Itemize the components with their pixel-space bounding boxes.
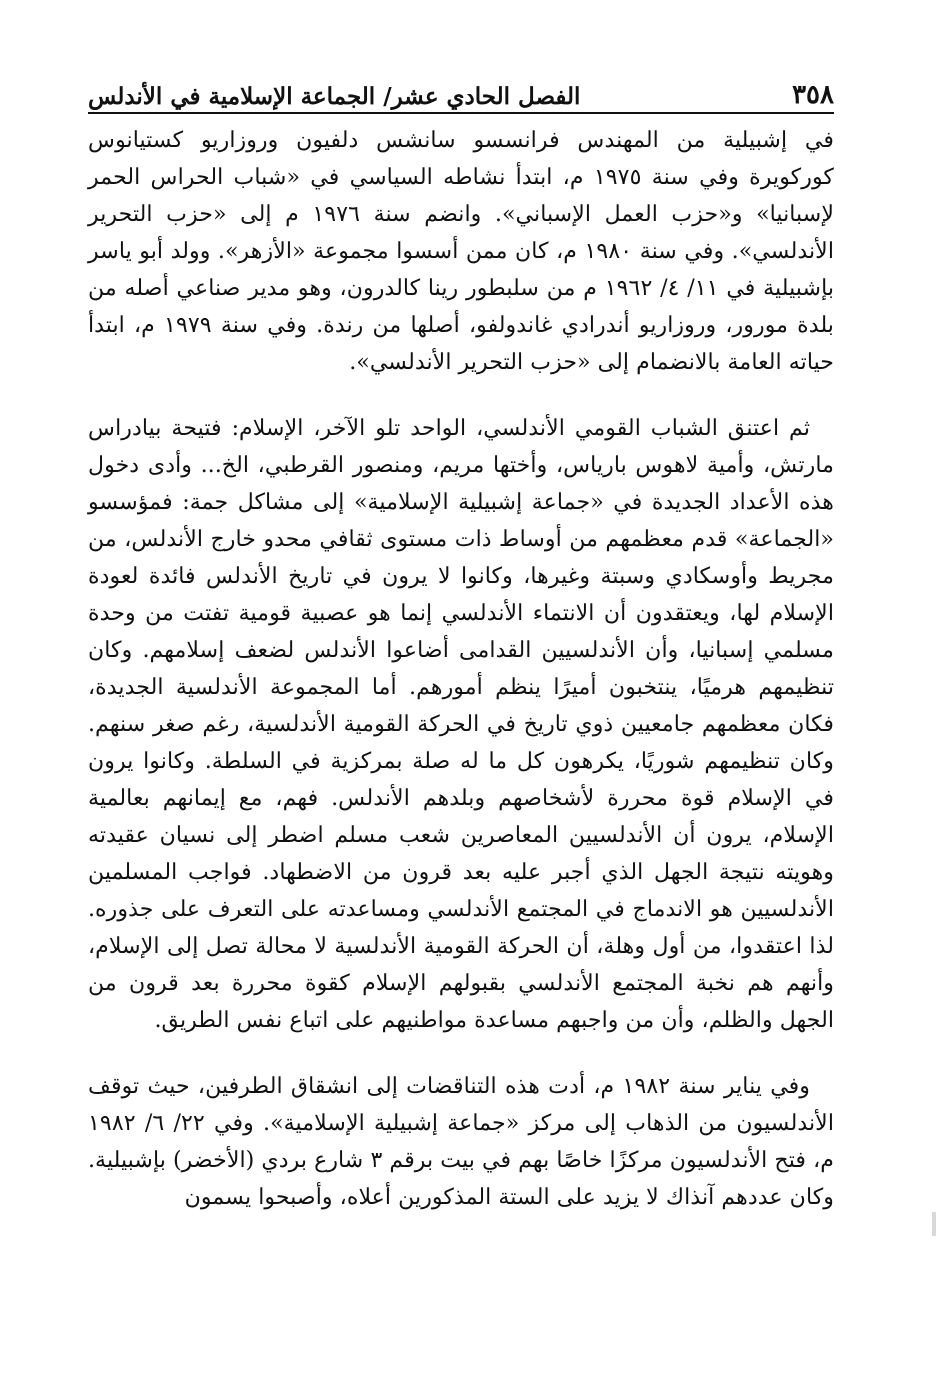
chapter-title: الفصل الحادي عشر/ الجماعة الإسلامية في الأندلس — [88, 83, 581, 110]
scan-artifact-mark — [932, 1212, 936, 1236]
page-number: ٣٥٨ — [792, 80, 834, 110]
body-paragraph-3: وفي يناير سنة ١٩٨٢ م، أدت هذه التناقضات إلى انشقاق الطرفين، حيث توقف الأندلسيون من الذهاب إلى مركز «جماعة إشبيلية الإسلامية». وفي ٢٢/ ٦/ ١٩٨٢ م، فتح الأندلسيون مركزًا خاصًا بهم في بيت برقم ٣ شارع بردي (الأخضر) بإشبيلية. وكان عددهم آنذاك لا يزيد على الستة المذكورين أعلاه، وأصبحوا يسمون — [88, 1073, 835, 1210]
page-header — [88, 72, 834, 114]
page-content — [88, 122, 834, 1216]
book-page — [88, 72, 834, 1362]
body-paragraph-1: في إشبيلية من المهندس فرانسسو سانشس دلفيون وروزاريو كستيانوس كوركويرة وفي سنة ١٩٧٥ م، ابتدأ نشاطه السياسي في «شباب الحراس الحمر لإسبانيا» و«حزب العمل الإسباني». وانضم سنة ١٩٧٦ م إلى «حزب التحرير الأندلسي». وفي سنة ١٩٨٠ م، كان ممن أسسوا مجموعة «الأزهر». وولد أبو ياسر بإشبيلية في ١١/ ٤/ ١٩٦٢ م من سلبطور رينا كالدرون، وهو مدير صناعي أصله من بلدة مورور، وروزاريو أندرادي غاندولفو، أصلها من رندة. وفي سنة ١٩٧٩ م، ابتدأ حياته العامة بالانضمام إلى «حزب التحرير الأندلسي». — [88, 127, 834, 375]
body-paragraph-2: ثم اعتنق الشباب القومي الأندلسي، الواحد تلو الآخر، الإسلام: فتيحة بيادراس مارتش، وأمية لاهوس بارياس، وأختها مريم، ومنصور القرطبي، الخ... وأدى دخول هذه الأعداد الجديدة في «جماعة إشبيلية الإسلامية» إلى مشاكل جمة: فمؤسسو «الجماعة» قدم معظمهم من أوساط ذات مستوى ثقافي محدو خارج الأندلس، من مجريط وأوسكادي وسبتة وغيرها، وكانوا لا يرون في تاريخ الأندلس فائدة لعودة الإسلام لها، ويعتقدون أن الانتماء الأندلسي إنما هو عصبية قومية تفتت من وحدة مسلمي إسبانيا، وأن الأندلسيين القدامى أضاعوا الأندلس لضعف إسلامهم. وكان تنظيمهم هرميًا، ينتخبون أميرًا ينظم أمورهم. أما المجموعة الأندلسية الجديدة، فكان معظمهم جامعيين ذوي تاريخ في الحركة القومية الأندلسية، رغم صغر سنهم. وكان تنظيمهم شوريًا، يكرهون كل ما له صلة بمركزية في السلطة. وكانوا يرون في الإسلام قوة محررة لأشخاصهم وبلدهم الأندلس. فهم، مع إيمانهم بعالمية الإسلام، يرون أن الأندلسيين المعاصرين شعب مسلم اضطر إلى نسيان عقيدته وهويته نتيجة الجهل الذي أجبر عليه بعد قرون من الاضطهاد. فواجب المسلمين الأندلسيين هو الاندماج في المجتمع الأندلسي ومساعدته على التعرف على جذوره. لذا اعتقدوا، من أول وهلة، أن الحركة القومية الأندلسية لا محالة تصل إلى الإسلام، وأنهم هم نخبة المجتمع الأندلسي بقبولهم الإسلام كقوة محررة بعد قرون من الجهل والظلم، وأن من واجبهم مساعدة مواطنيهم على اتباع نفس الطريق. — [88, 415, 834, 1033]
